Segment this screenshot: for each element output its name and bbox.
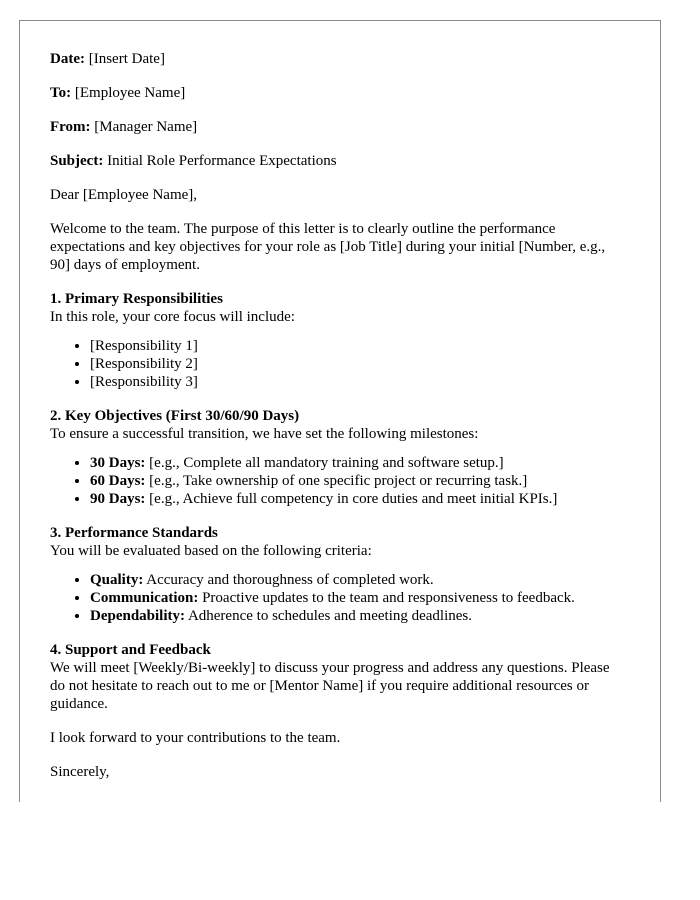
from-line: [50, 118, 625, 136]
section-lead-objectives: To ensure a successful transition, we have set the following milestones:: [50, 426, 479, 442]
date-line: [50, 50, 625, 68]
list-item-label: 90 Days:: [90, 491, 146, 507]
list-item-text: [e.g., Achieve full competency in core duties and meet initial KPIs.]: [145, 491, 558, 507]
signoff: Sincerely,: [50, 764, 110, 780]
from-label: From:: [50, 119, 91, 135]
list-item: [90, 607, 625, 625]
section-title-objectives: 2. Key Objectives (First 30/60/90 Days): [50, 408, 300, 424]
list-item: [90, 490, 625, 508]
date-value: [Insert Date]: [88, 51, 165, 67]
list-item-text: Adherence to schedules and meeting deadlines.: [185, 608, 473, 624]
list-item: [90, 454, 625, 472]
list-item-text: [Responsibility 3]: [90, 374, 198, 390]
to-value: [Employee Name]: [74, 85, 186, 101]
list-item: [90, 472, 625, 490]
to-line: [50, 84, 625, 102]
list-item-label: 60 Days:: [90, 473, 146, 489]
list-item-text: Proactive updates to the team and responsiveness to feedback.: [198, 590, 575, 606]
greeting: Dear [Employee Name],: [50, 187, 198, 203]
subject-label: Subject:: [50, 153, 104, 169]
objectives-list: [50, 454, 625, 508]
intro-paragraph: Welcome to the team. The purpose of this letter is to clearly outline the performance expectations and key objectives for your role as [Job Title] during your initial [Number, e.g., 90] days of employment.: [50, 221, 606, 273]
list-item-text: [e.g., Take ownership of one specific project or recurring task.]: [145, 473, 528, 489]
section-lead-responsibilities: In this role, your core focus will include:: [50, 309, 295, 325]
subject-line: [50, 152, 625, 170]
list-item: [90, 589, 625, 607]
list-item-label: Dependability:: [90, 608, 186, 624]
from-value: [Manager Name]: [94, 119, 198, 135]
section-lead-support: We will meet [Weekly/Bi-weekly] to discuss your progress and address any questions. Please do not hesitate to reach out to me or [Mentor Name] if you require additional resources or guidance.: [50, 660, 610, 712]
list-item-text: [Responsibility 1]: [90, 338, 198, 354]
list-item: [90, 373, 625, 391]
list-item-label: Communication:: [90, 590, 199, 606]
list-item: [90, 571, 625, 589]
closing-line: I look forward to your contributions to the team.: [50, 730, 341, 746]
list-item-label: Quality:: [90, 572, 144, 588]
list-item-label: 30 Days:: [90, 455, 146, 471]
section-lead-standards: You will be evaluated based on the following criteria:: [50, 543, 372, 559]
list-item: [90, 337, 625, 355]
responsibilities-list: [50, 337, 625, 391]
list-item-text: Accuracy and thoroughness of completed work.: [143, 572, 434, 588]
list-item-text: [Responsibility 2]: [90, 356, 198, 372]
date-label: Date:: [50, 51, 85, 67]
letter-page: [19, 20, 661, 802]
section-title-support: 4. Support and Feedback: [50, 642, 211, 658]
section-title-responsibilities: 1. Primary Responsibilities: [50, 291, 223, 307]
to-label: To:: [50, 85, 72, 101]
subject-value: Initial Role Performance Expectations: [107, 153, 337, 169]
letter-content: [50, 50, 625, 797]
list-item: [90, 355, 625, 373]
list-item-text: [e.g., Complete all mandatory training and software setup.]: [145, 455, 504, 471]
standards-list: [50, 571, 625, 625]
section-title-standards: 3. Performance Standards: [50, 525, 218, 541]
